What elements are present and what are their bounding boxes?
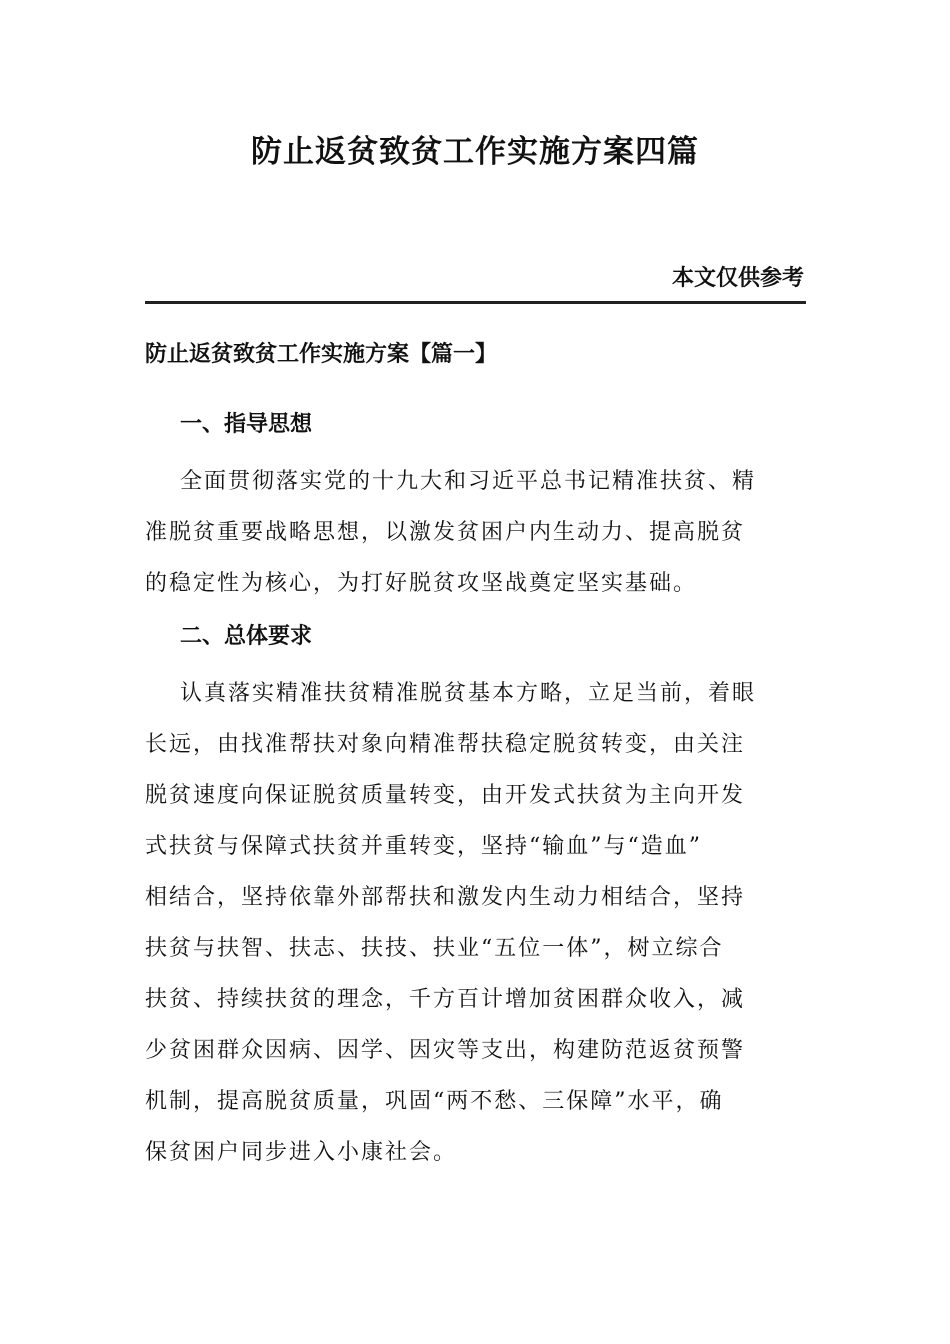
- paragraph-line: 少贫困群众因病、因学、因灾等支出，构建防范返贫预警: [145, 1038, 746, 1063]
- paragraph-line: 机制，提高脱贫质量，巩固“两不愁、三保障”水平，确: [145, 1089, 724, 1114]
- paragraph-line: 相结合，坚持依靠外部帮扶和激发内生动力相结合，坚持: [145, 885, 746, 910]
- paragraph-line: 的稳定性为核心，为打好脱贫攻坚战奠定坚实基础。: [145, 571, 698, 596]
- paragraph-guiding-ideology: [145, 456, 806, 609]
- heading-guiding-ideology: 一、指导思想: [180, 412, 313, 437]
- header-divider: [145, 301, 806, 304]
- paragraph-line: 保贫困户同步进入小康社会。: [145, 1140, 458, 1165]
- paragraph-line: 长远，由找准帮扶对象向精准帮扶稳定脱贫转变，由关注: [145, 732, 746, 757]
- section-title: 防止返贫致贫工作实施方案【篇一】: [145, 342, 498, 367]
- paragraph-line: 扶贫、持续扶贫的理念，千方百计增加贫困群众收入，减: [145, 987, 746, 1012]
- paragraph-overall-requirements: [145, 668, 806, 1178]
- paragraph-line: 全面贯彻落实党的十九大和习近平总书记精准扶贫、精: [180, 469, 757, 494]
- paragraph-line: 脱贫速度向保证脱贫质量转变，由开发式扶贫为主向开发: [145, 783, 746, 808]
- paragraph-line: 式扶贫与保障式扶贫并重转变，坚持“输血”与“造血”: [145, 834, 702, 859]
- disclaimer-text: 本文仅供参考: [671, 266, 804, 291]
- paragraph-line: 认真落实精准扶贫精准脱贫基本方略，立足当前，着眼: [180, 681, 757, 706]
- document-title: 防止返贫致贫工作实施方案四篇: [251, 134, 699, 170]
- paragraph-line: 扶贫与扶智、扶志、扶技、扶业“五位一体”，树立综合: [145, 936, 724, 961]
- heading-overall-requirements: 二、总体要求: [180, 624, 313, 649]
- paragraph-line: 准脱贫重要战略思想，以激发贫困户内生动力、提高脱贫: [145, 520, 746, 545]
